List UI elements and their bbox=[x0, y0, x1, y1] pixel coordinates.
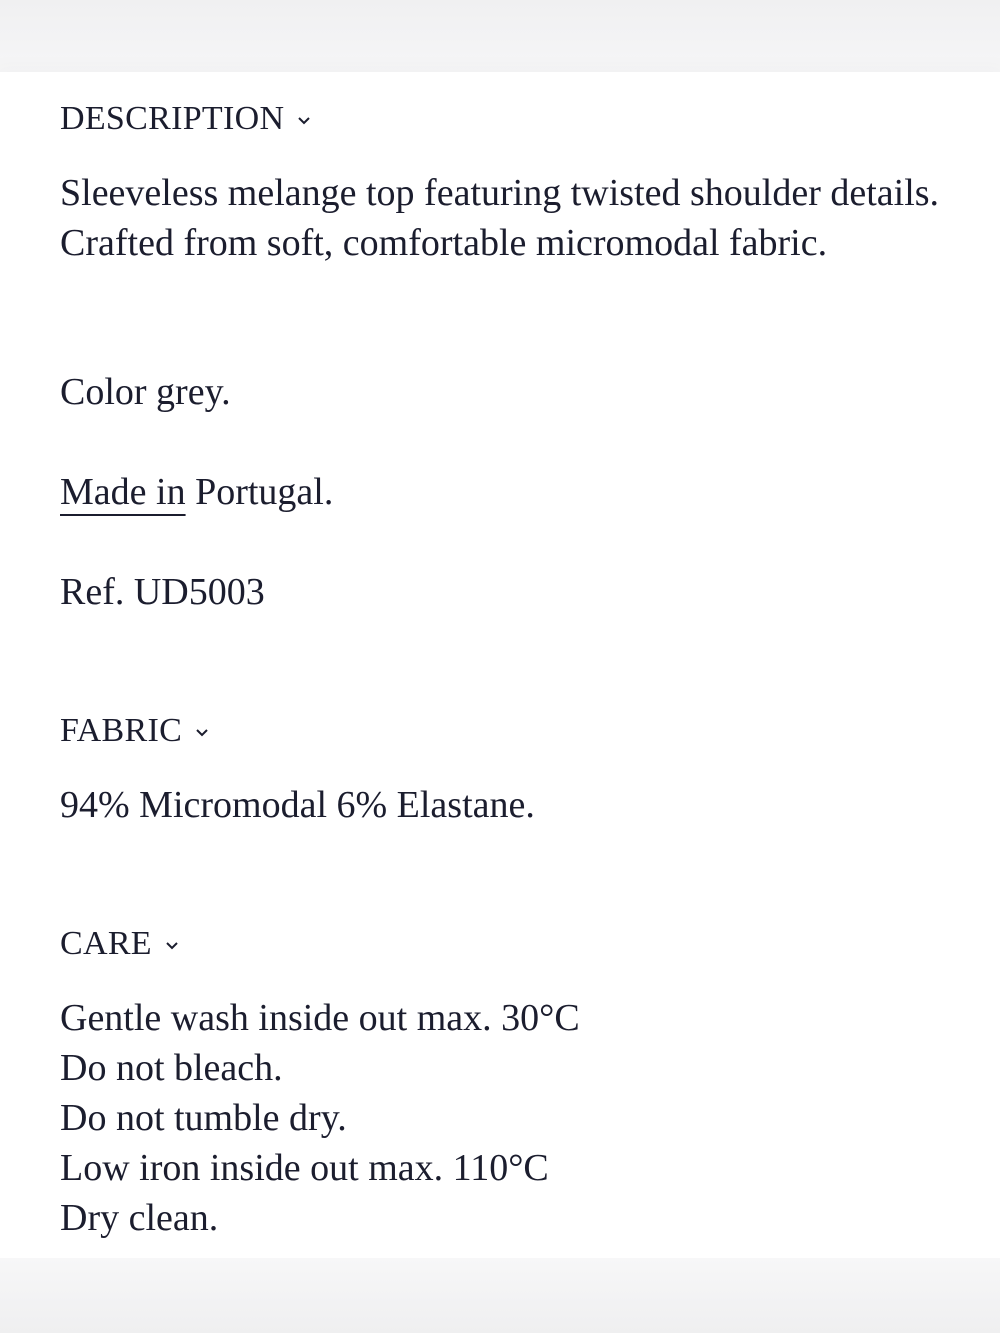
chevron-down-icon bbox=[294, 111, 314, 131]
made-in-link[interactable]: Made in bbox=[60, 471, 186, 513]
care-instruction: Low iron inside out max. 110°C bbox=[60, 1147, 549, 1189]
reference-text: Ref. UD5003 bbox=[60, 571, 265, 613]
care-instruction: Dry clean. bbox=[60, 1197, 219, 1239]
product-details-panel bbox=[0, 72, 1000, 1258]
chevron-down-icon bbox=[192, 723, 212, 743]
description-header-label: DESCRIPTION bbox=[60, 100, 285, 137]
bottom-shade bbox=[0, 1258, 1000, 1333]
description-text: Sleeveless melange top featuring twisted shoulder details. Crafted from soft, comfortable micromodal fabric. bbox=[60, 172, 940, 264]
care-instructions bbox=[60, 993, 580, 1243]
care-instruction: Gentle wash inside out max. 30°C bbox=[60, 997, 580, 1039]
chevron-down-icon bbox=[162, 936, 182, 956]
color-text: Color grey. bbox=[60, 371, 231, 413]
care-instruction: Do not tumble dry. bbox=[60, 1097, 347, 1139]
fabric-header-label: FABRIC bbox=[60, 712, 183, 749]
fabric-composition: 94% Micromodal 6% Elastane. bbox=[60, 784, 535, 826]
description-toggle[interactable] bbox=[60, 102, 314, 136]
made-in-line bbox=[60, 467, 333, 517]
care-header-label: CARE bbox=[60, 925, 152, 962]
top-shade bbox=[0, 0, 1000, 72]
made-in-country: Portugal. bbox=[185, 471, 334, 513]
care-instruction: Do not bleach. bbox=[60, 1047, 283, 1089]
fabric-toggle[interactable] bbox=[60, 714, 212, 748]
care-toggle[interactable] bbox=[60, 927, 182, 961]
